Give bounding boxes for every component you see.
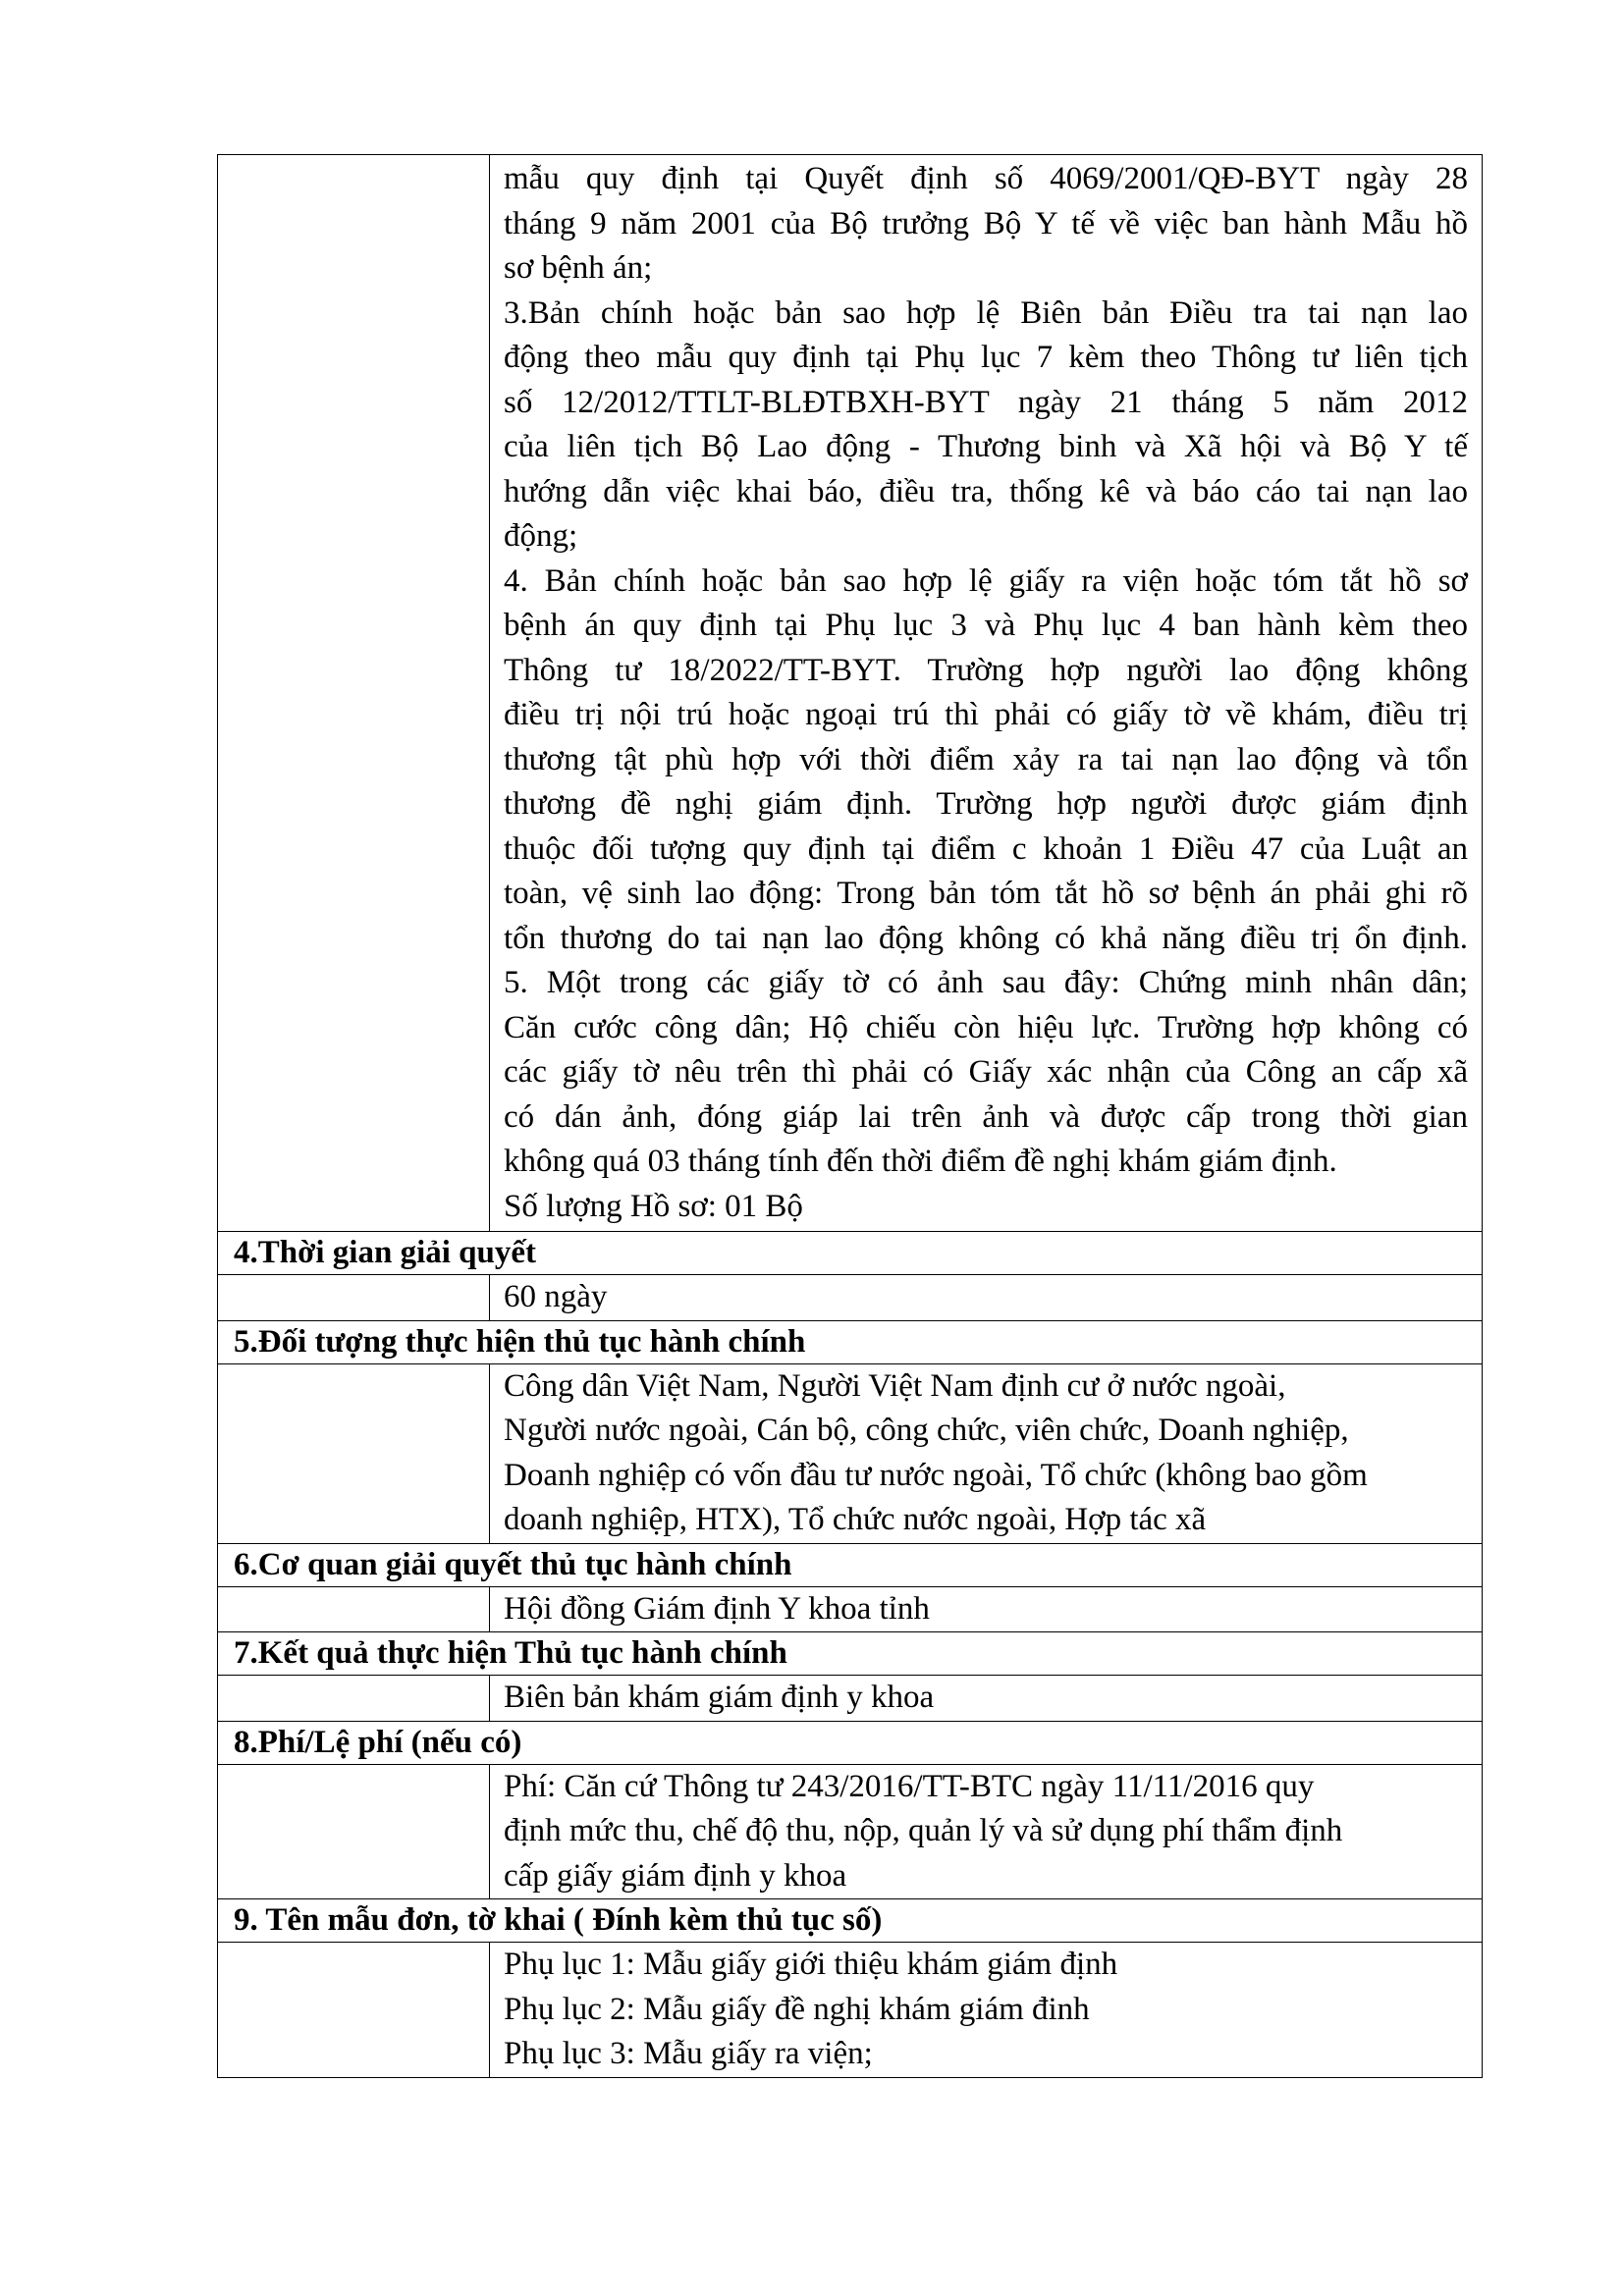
text-line: 4. Bản chính hoặc bản sao hợp lệ giấy ra viện hoặc tóm tắt hồ sơ	[504, 562, 1468, 599]
section-5-body-row	[218, 1363, 1483, 1543]
section-9-body-row	[218, 1943, 1483, 2078]
section-6-body-row	[218, 1586, 1483, 1632]
section-5-content	[490, 1363, 1483, 1543]
text-line: có dán ảnh, đóng giáp lai trên ảnh và được cấp trong thời gian	[504, 1098, 1468, 1135]
section-4-title: 4.Thời gian giải quyết	[218, 1232, 1483, 1275]
text-line: thương tật phù hợp với thời điểm xảy ra tai nạn lao động và tổn	[504, 741, 1468, 777]
text-line: Phụ lục 3: Mẫu giấy ra viện;	[504, 2036, 873, 2071]
section-6-header-row	[218, 1543, 1483, 1586]
text-line: số 12/2012/TTLT-BLĐTBXH-BYT ngày 21 tháng 5 năm 2012	[504, 384, 1468, 420]
section-5-header-row	[218, 1320, 1483, 1363]
section-7-header-row	[218, 1632, 1483, 1676]
section-7-content	[490, 1676, 1483, 1722]
text-line: sơ bệnh án;	[504, 250, 653, 286]
section-6-title: 6.Cơ quan giải quyết thủ tục hành chính	[218, 1543, 1483, 1586]
text-line: Phụ lục 1: Mẫu giấy giới thiệu khám giám định	[504, 1947, 1118, 1982]
section-7-body-row	[218, 1676, 1483, 1722]
empty-left-cell	[218, 1586, 490, 1632]
procedure-table	[217, 154, 1483, 2078]
text-line: điều trị nội trú hoặc ngoại trú thì phải có giấy tờ về khám, điều trị	[504, 697, 1468, 732]
text-line: 3.Bản chính hoặc bản sao hợp lệ Biên bản Điều tra tai nạn lao	[504, 294, 1468, 331]
text-line: cấp giấy giám định y khoa	[504, 1857, 847, 1894]
section-4-body-row	[218, 1275, 1483, 1321]
text-line: tháng 9 năm 2001 của Bộ trưởng Bộ Y tế về việc ban hành Mẫu hồ	[504, 205, 1468, 241]
text-line: Thông tư 18/2022/TT-BYT. Trường hợp người lao động không	[504, 652, 1468, 688]
section-8-body-row	[218, 1764, 1483, 1899]
text-line: bệnh án quy định tại Phụ lục 3 và Phụ lục 4 ban hành kèm theo	[504, 608, 1468, 643]
section-9-content	[490, 1943, 1483, 2078]
text-line: thương đề nghị giám định. Trường hợp người được giám định	[504, 786, 1468, 822]
empty-left-cell	[218, 1943, 490, 2078]
text-line: Phụ lục 2: Mẫu giấy đề nghị khám giám đinh	[504, 1991, 1090, 2027]
text-line: thuộc đối tượng quy định tại điểm c khoản 1 Điều 47 của Luật an	[504, 830, 1468, 867]
section-6-content	[490, 1586, 1483, 1632]
text-line: doanh nghiệp, HTX), Tổ chức nước ngoài, Hợp tác xã	[504, 1502, 1207, 1537]
text-line: Biên bản khám giám định y khoa	[504, 1680, 935, 1715]
section-9-header-row	[218, 1899, 1483, 1943]
text-line: động;	[504, 518, 578, 554]
text-line: toàn, vệ sinh lao động: Trong bản tóm tắt hồ sơ bệnh án phải ghi rõ	[504, 876, 1468, 911]
section-8-header-row	[218, 1721, 1483, 1764]
text-line: hướng dẫn việc khai báo, điều tra, thống kê và báo cáo tai nạn lao	[504, 473, 1468, 509]
section-8-title: 8.Phí/Lệ phí (nếu có)	[218, 1721, 1483, 1764]
text-line: Doanh nghiệp có vốn đầu tư nước ngoài, Tổ chức (không bao gồm	[504, 1457, 1368, 1493]
text-line: Số lượng Hồ sơ: 01 Bộ	[504, 1188, 803, 1224]
text-line: mẫu quy định tại Quyết định số 4069/2001/QĐ-BYT ngày 28	[504, 161, 1468, 196]
text-line: Người nước ngoài, Cán bộ, công chức, viên chức, Doanh nghiệp,	[504, 1413, 1349, 1448]
empty-left-cell	[218, 1363, 490, 1543]
empty-left-cell	[218, 155, 490, 1232]
text-line: các giấy tờ nêu trên thì phải có Giấy xác nhận của Công an cấp xã	[504, 1054, 1468, 1090]
text-line: của liên tịch Bộ Lao động - Thương binh và Xã hội và Bộ Y tế	[504, 429, 1468, 464]
text-line: 5. Một trong các giấy tờ có ảnh sau đây: Chứng minh nhân dân;	[504, 965, 1468, 1000]
text-line: Phí: Căn cứ Thông tư 243/2016/TT-BTC ngày 11/11/2016 quy	[504, 1768, 1315, 1804]
dossier-components-row	[218, 155, 1483, 1232]
section-4-header-row	[218, 1232, 1483, 1275]
empty-left-cell	[218, 1764, 490, 1899]
text-line: tổn thương do tai nạn lao động không có khả năng điều trị ổn định.	[504, 920, 1468, 956]
section-5-title: 5.Đối tượng thực hiện thủ tục hành chính	[218, 1320, 1483, 1363]
dossier-components-content	[490, 155, 1483, 1232]
text-line: Căn cước công dân; Hộ chiếu còn hiệu lực. Trường hợp không có	[504, 1009, 1468, 1045]
text-line: định mức thu, chế độ thu, nộp, quản lý và sử dụng phí thẩm định	[504, 1813, 1343, 1848]
text-line: Công dân Việt Nam, Người Việt Nam định cư ở nước ngoài,	[504, 1367, 1286, 1404]
section-7-title: 7.Kết quả thực hiện Thủ tục hành chính	[218, 1632, 1483, 1676]
text-line: không quá 03 tháng tính đến thời điểm đề nghị khám giám định.	[504, 1144, 1337, 1179]
text-line: Hội đồng Giám định Y khoa tỉnh	[504, 1590, 930, 1627]
section-8-content	[490, 1764, 1483, 1899]
empty-left-cell	[218, 1275, 490, 1321]
empty-left-cell	[218, 1676, 490, 1722]
section-9-title: 9. Tên mẫu đơn, tờ khai ( Đính kèm thủ tục số)	[218, 1899, 1483, 1943]
text-line: 60 ngày	[504, 1279, 608, 1314]
text-line: động theo mẫu quy định tại Phụ lục 7 kèm theo Thông tư liên tịch	[504, 340, 1468, 375]
section-4-content	[490, 1275, 1483, 1321]
